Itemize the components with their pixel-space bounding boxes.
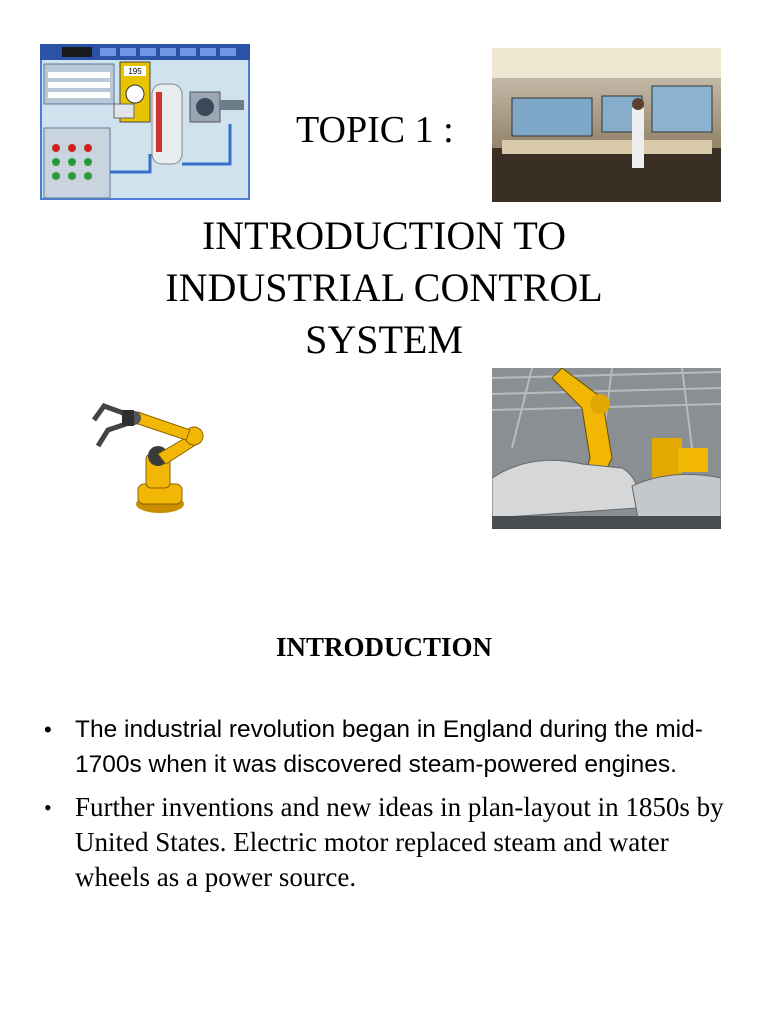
list-item <box>40 712 730 782</box>
section-heading: INTRODUCTION <box>275 632 493 662</box>
title-line: INTRODUCTION TO <box>201 213 567 258</box>
control-room-image <box>492 48 721 202</box>
title-line: INDUSTRIAL CONTROL <box>165 265 603 310</box>
bullet-icon: • <box>44 717 52 742</box>
bullet-text: The industrial revolution began in England during the mid-1700s when it was discovered steam-powered engines. <box>75 716 703 778</box>
title-line: SYSTEM <box>305 317 463 362</box>
bullet-icon: • <box>44 795 52 820</box>
bullet-list <box>40 712 730 903</box>
slide-title <box>120 210 648 366</box>
bullet-text: Further inventions and new ideas in plan-layout in 1850s by United States. Electric motor replaced steam and water wheels as a power source. <box>75 792 724 892</box>
robot-arm-image <box>74 394 214 519</box>
factory-robots-image <box>492 368 721 529</box>
list-item <box>40 790 730 895</box>
introduction-slide <box>0 560 768 1024</box>
hmi-readout: 195 <box>128 67 142 76</box>
topic-label: TOPIC 1 : <box>296 109 454 151</box>
hmi-screen-image <box>40 44 250 200</box>
